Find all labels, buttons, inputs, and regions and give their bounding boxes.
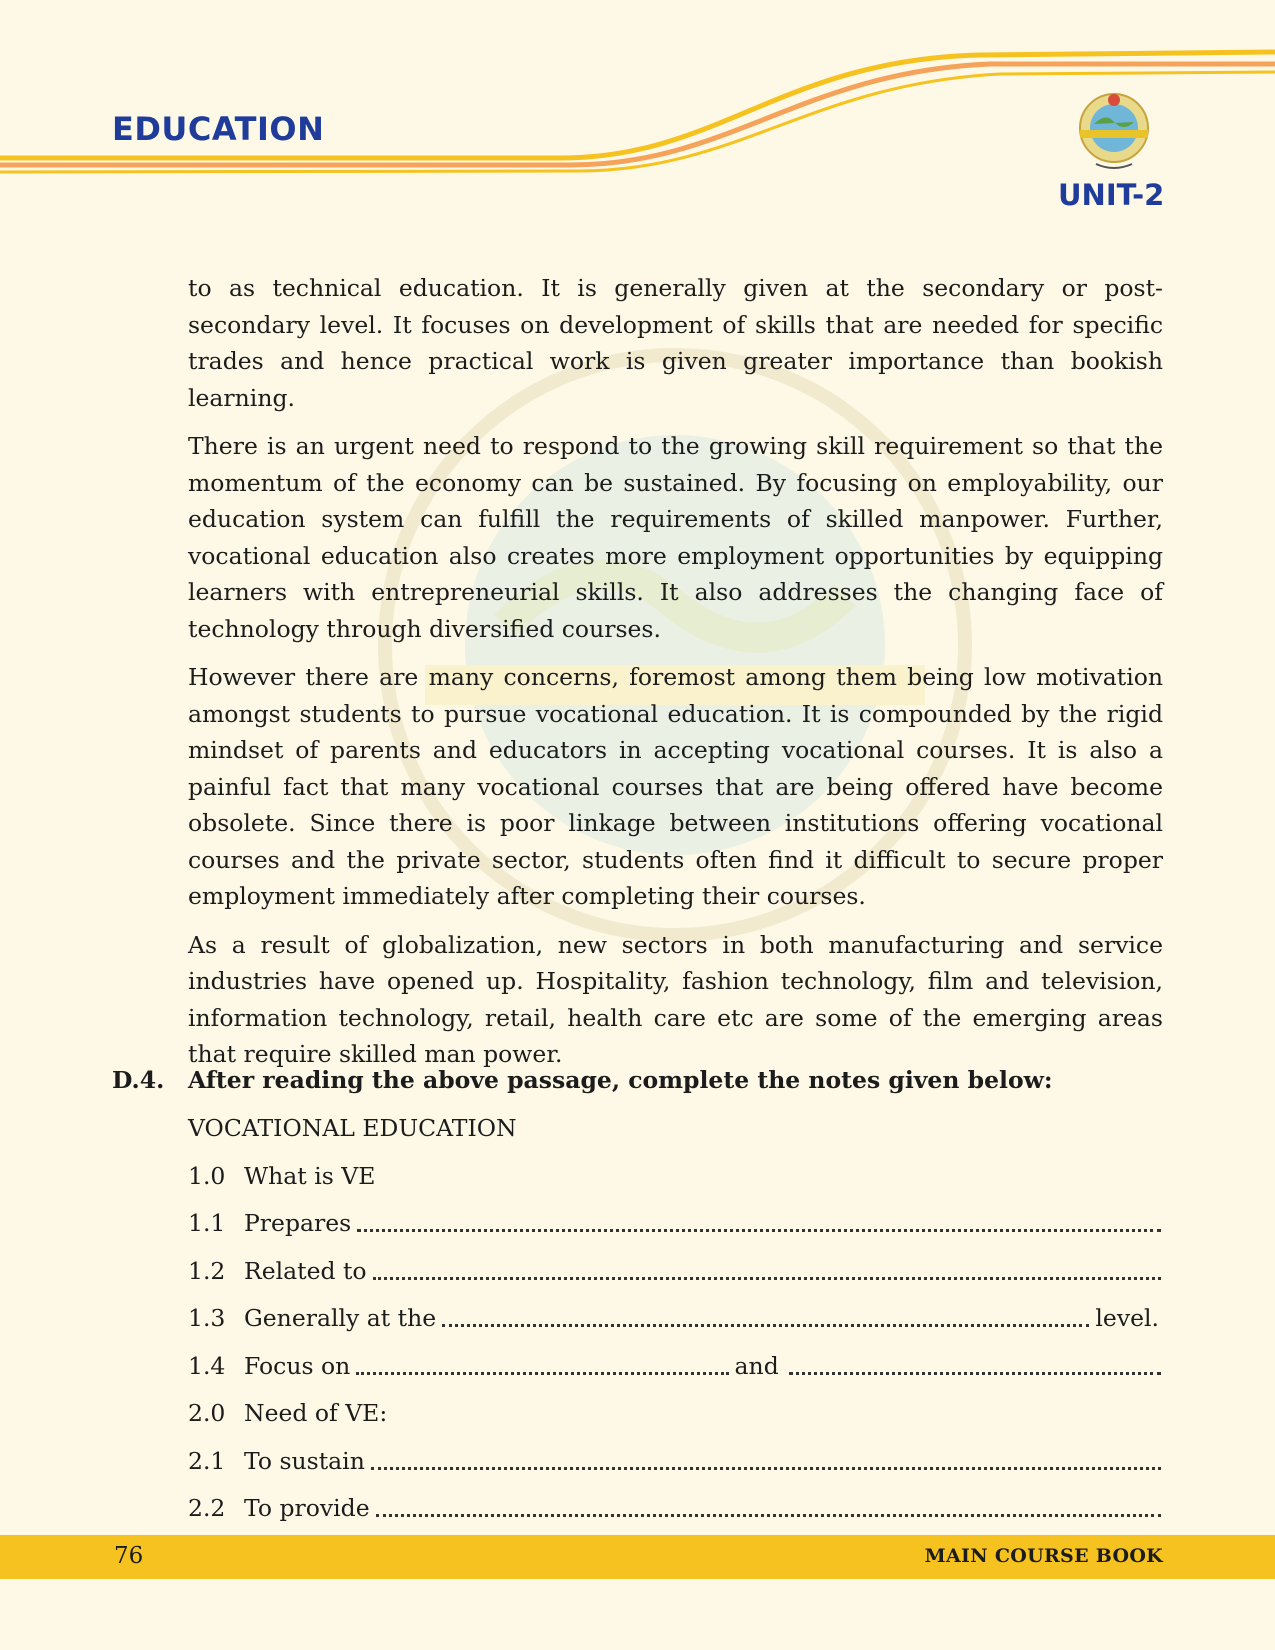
note-number: 1.3	[188, 1304, 226, 1332]
note-label: Need of VE:	[244, 1399, 388, 1427]
note-label: Generally at the	[244, 1304, 437, 1332]
note-item	[188, 1443, 1163, 1491]
passage-paragraph: However there are many concerns, foremost among them being low motivation amongst students to pursue vocational education. It is compounded by the rigid mindset of parents and educators in accepting vocational courses. It is also a painful fact that many vocational courses that are being offered have become obsolete. Since there is poor linkage between institutions offering vocational courses and the private sector, students often find it difficult to secure proper employment immediately after completing their courses.	[188, 663, 1163, 910]
passage-paragraph: As a result of globalization, new sectors in both manufacturing and service industries have opened up. Hospitality, fashion technology, film and television, information technology, retail, health care etc are some of the emerging areas that require skilled man power.	[188, 930, 1163, 1068]
answer-blank[interactable]	[436, 1300, 1091, 1336]
answer-blank[interactable]	[365, 1443, 1163, 1479]
notes-title-row	[188, 1110, 1163, 1158]
answer-blank[interactable]	[351, 1205, 1163, 1241]
note-item	[188, 1395, 1163, 1443]
reading-passage	[188, 270, 1163, 1085]
note-number: 2.0	[188, 1399, 226, 1427]
note-number: 2.2	[188, 1494, 226, 1522]
note-label: Prepares	[244, 1209, 352, 1237]
note-number: 1.4	[188, 1351, 226, 1380]
note-item	[188, 1158, 1163, 1206]
chapter-title: EDUCATION	[112, 110, 325, 148]
note-item	[188, 1300, 1163, 1348]
school-emblem-icon	[1066, 84, 1162, 176]
note-number: 1.0	[188, 1161, 226, 1190]
unit-label: UNIT-2	[1058, 178, 1165, 212]
passage-paragraph: There is an urgent need to respond to the growing skill requirement so that the momentum of the economy can be sustained. By focusing on employability, our education system can fulfill the requirements of skilled manpower. Further, vocational education also creates more employment opportunities by equipping learners with entrepreneurial skills. It also addresses the changing face of technology through diversified courses.	[188, 432, 1163, 643]
note-suffix: level.	[1095, 1304, 1159, 1332]
answer-blank[interactable]	[350, 1348, 730, 1384]
notes-title: VOCATIONAL EDUCATION	[188, 1114, 517, 1142]
answer-blank[interactable]	[783, 1348, 1163, 1384]
note-label: To provide	[244, 1494, 370, 1522]
note-label: Related to	[244, 1256, 367, 1285]
note-number: 1.2	[188, 1256, 226, 1285]
exercise-instruction: After reading the above passage, complete the notes given below:	[188, 1066, 1053, 1094]
note-connector: and	[734, 1351, 779, 1380]
book-title: MAIN COURSE BOOK	[924, 1545, 1163, 1567]
answer-blank[interactable]	[367, 1253, 1163, 1289]
note-item	[188, 1253, 1163, 1301]
note-number: 2.1	[188, 1446, 226, 1475]
passage-paragraph: to as technical education. It is generally given at the secondary or post-secondary level. It focuses on development of skills that are needed for specific trades and hence practical work is given greater importance than bookish learning.	[188, 274, 1163, 412]
exercise-number: D.4.	[112, 1066, 165, 1094]
note-label: Focus on	[244, 1351, 351, 1380]
page-number: 76	[114, 1543, 144, 1569]
note-item	[188, 1205, 1163, 1253]
exercise-heading	[112, 1062, 1053, 1098]
note-item	[188, 1348, 1163, 1396]
note-label: What is VE	[244, 1161, 376, 1190]
answer-blank[interactable]	[370, 1490, 1163, 1526]
notes-section	[188, 1110, 1163, 1538]
note-number: 1.1	[188, 1209, 226, 1237]
note-label: To sustain	[244, 1446, 365, 1475]
note-item	[188, 1490, 1163, 1538]
